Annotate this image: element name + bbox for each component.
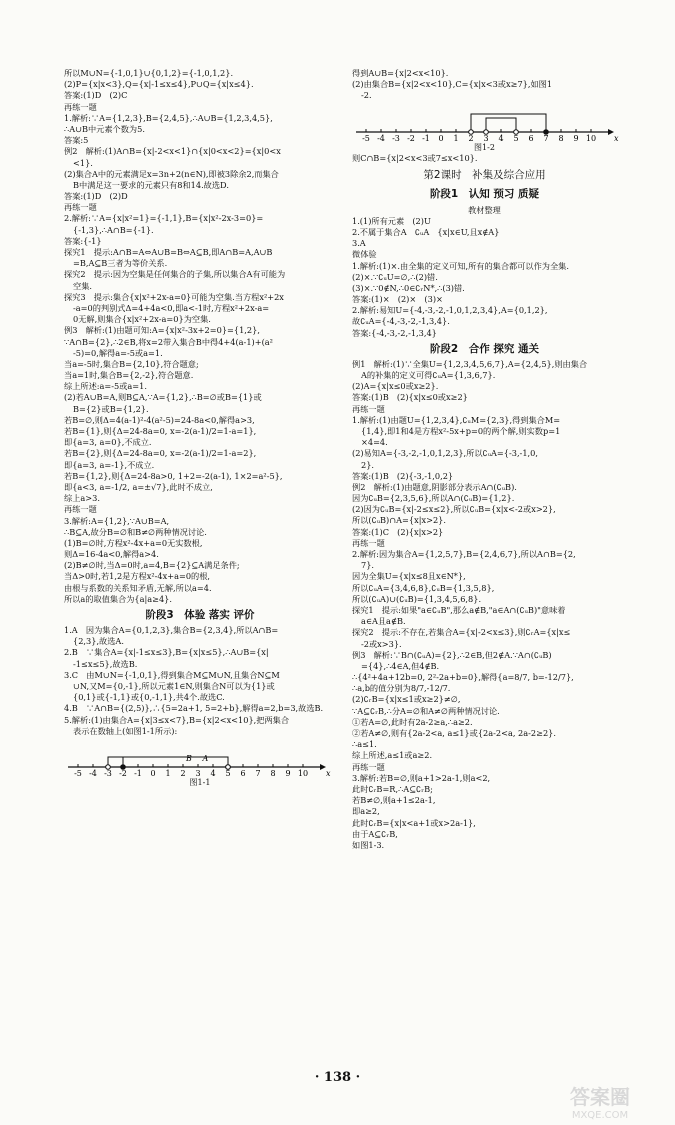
text-line: 2.解析:因为集合A={1,2,5,7},B={2,4,6,7},所以A∩B={2,: [352, 549, 576, 559]
text-line: <1}.: [73, 157, 93, 168]
text-line: =B,A⊆B三者为等价关系.: [73, 258, 168, 269]
text-line: 例3 解析:(1)由题可知:A={x|x²-3x+2=0}={1,2},: [64, 325, 260, 336]
text-line: 综上所述:a=-5或a=1.: [64, 381, 147, 392]
text-line: {0,1}或{-1,1}或{0,-1,1},共4个.故选C.: [73, 692, 225, 703]
text-line: 例3 解析:∵B∩(∁ᵤA)={2},∴2∈B,但2∉A.∵A∩(∁ᵤB): [352, 649, 552, 660]
text-line: 5.解析:(1)由集合A={x|3≤x<7},B={x|2<x<10},把两集合: [64, 714, 290, 725]
tick-label: 6: [240, 768, 246, 778]
text-line: -2或x>3}.: [361, 638, 402, 649]
text-line: A的补集的定义可得∁ᵤA={1,3,6,7}.: [361, 370, 496, 380]
text-line: ∴a≤1.: [352, 739, 377, 750]
tick-label: 3: [195, 768, 201, 778]
text-line: 3.A: [352, 238, 366, 249]
text-line: 探究1 提示:A∩B=A⇔A∪B=B⇔A⊆B,即A∩B=A,A∪B: [64, 247, 273, 257]
text-line: 得到A∪B={x|2<x<10}.: [352, 68, 449, 78]
tick-label: -1: [422, 133, 430, 143]
text-line: (2)因为∁ᵤB={x|-2≤x≤2},所以∁ᵤB={x|x<-2或x>2},: [352, 504, 556, 515]
tick-label: 4: [498, 133, 504, 143]
interval-endpoint: [514, 129, 519, 134]
text-line: ∴a,b的值分别为8/7,-12/7.: [352, 683, 451, 694]
section-heading: 阶段2 合作 探究 通关: [429, 342, 540, 355]
tick-label: 4: [210, 768, 216, 778]
tick-label: -2: [119, 768, 127, 778]
text-line: 1.A 因为集合A={0,1,2,3},集合B={2,3,4},所以A∩B=: [64, 625, 279, 635]
text-line: ∴A∪B中元素个数为5.: [64, 123, 145, 134]
text-line: 如图1-3.: [352, 839, 385, 850]
text-line: -2.: [361, 90, 372, 101]
text-line: 0无解,则集合{x|x²+2x-a=0}为空集.: [73, 314, 211, 325]
text-line: ∵A∩B={2},∴2∈B,将x=2带入集合B中得4+4(a-1)+(a²: [64, 336, 273, 347]
text-line: 2.不属于集合A ∁ᵤA {x|x∈U,且x∉A}: [352, 226, 500, 237]
watermark-logo: [530, 1080, 670, 1122]
text-line: 所以(∁ᵤA)∪(∁ᵤB)={1,3,4,5,6,8}.: [352, 593, 482, 604]
text-line: 答案:{-4,-3,-2,-1,3,4}: [352, 327, 437, 338]
tick-label: 8: [270, 768, 276, 778]
tick-label: 3: [483, 133, 489, 143]
text-line: 因为∁ᵤB={2,3,5,6},所以A∩(∁ᵤB)={1,2}.: [352, 493, 515, 504]
text-line: 空集.: [73, 280, 92, 291]
interval-endpoint: [226, 765, 231, 770]
text-line: ∪N,又M={0,-1},所以元素1∈N,则集合N可以为{1}或: [73, 680, 275, 691]
text-line: 当Δ>0时,若1,2是方程x²-4x+a=0的根,: [64, 571, 211, 582]
text-line: 则Δ=16-4a<0,解得a>4.: [64, 549, 159, 560]
text-line: 若B={1,2},则{Δ=24-8a>0, 1+2=-2(a-1), 1×2=a²-5},: [64, 470, 283, 481]
text-line: (2)若A∪B=A,则B⊆A,∵A={1,2},∴B=∅或B={1}或: [64, 392, 262, 403]
text-line: ∵A⊆∁ᵣB,∴分A=∅和A≠∅两种情况讨论.: [352, 705, 500, 716]
tick-label: 0: [150, 768, 156, 778]
text-line: 4.B ∵A∩B={(2,5)},∴{5=2a+1, 5=2+b},解得a=2,b=3,故选B.: [64, 703, 324, 714]
text-line: 即{a=3, a=0},不成立.: [64, 437, 152, 448]
text-line: ∴{4²+4a+12b=0, 2²-2a+b=0},解得{a=8/7, b=-12/7},: [352, 672, 574, 683]
section-heading: 阶段1 认知 预习 质疑: [429, 187, 540, 200]
text-line: (3)×.∵0∉N,∴0∈∁ᵣN*,∴(3)错.: [352, 282, 465, 293]
text-line: 所以(∁ᵤB)∩A={x|x>2}.: [352, 515, 446, 526]
tick-label: -4: [377, 133, 385, 143]
text-line: 2.解析:∵A={x|x²=1}={-1,1},B={x|x²-2x-3=0}=: [64, 213, 264, 224]
tick-label: 1: [453, 133, 459, 143]
text-line: 此时∁ᵣB=R,∴A⊆∁ᵣB;: [352, 783, 433, 794]
tick-label: 10: [585, 133, 597, 143]
text-line: 因为全集U={x|x≤8且x∈N*},: [352, 571, 466, 582]
text-line: 3.解析:A={1,2},∵A∪B=A,: [64, 515, 170, 526]
text-line: 由于A⊆∁ᵣB,: [352, 828, 398, 839]
set-letter: B: [186, 753, 192, 763]
text-line: 探究2 提示:不存在,若集合A={x|-2<x≤3},则∁ᵣA={x|x≤: [352, 627, 571, 638]
text-line: 即a≥2,: [352, 806, 380, 817]
number-line-figure-1-1: [64, 737, 329, 777]
text-line: 所以∁ᵤA={3,4,6,8},∁ᵤB={1,3,5,8},: [352, 582, 495, 593]
text-line: (2)∁ᵣB={x|x≤1或x≥2}≠∅,: [352, 694, 461, 705]
tick-label: 2: [468, 133, 474, 143]
tick-label: -5: [362, 133, 370, 143]
svg-text:答案圈: 答案圈: [570, 1085, 630, 1109]
text-line: {-1,3},∴A∩B={-1}.: [73, 224, 154, 235]
axis-label: x: [614, 133, 619, 143]
text-line: 1.(1)所有元素 (2)U: [352, 215, 431, 226]
text-line: (2)由集合B={x|2<x<10},C={x|x<3或x≥7},如图1: [352, 79, 553, 90]
text-line: 例2 解析:(1)A∩B={x|-2<x<1}∩{x|0<x<2}={x|0<x: [64, 146, 281, 157]
text-line: -a=0的判别式Δ=4+4a<0,即a<-1时,方程x²+2x-a=: [73, 302, 270, 313]
section-heading: 阶段3 体验 落实 评价: [145, 609, 255, 621]
text-line: (2)B≠∅时,当Δ=0时,a=4,B={2}⊆A满足条件;: [64, 560, 240, 571]
tick-label: 0: [438, 133, 444, 143]
text-line: 答案:(1)D (2)D: [64, 191, 128, 202]
text-line: 此时∁ᵣB={x|x<a+1或x>2a-1},: [352, 817, 476, 828]
text-line: 3.C 由M∪N={-1,0,1},得到集合M⊆M∪N,且集合N⊆M: [64, 669, 280, 680]
text-line: 2}.: [361, 459, 375, 470]
tick-label: -4: [89, 768, 97, 778]
set-letter: A: [202, 753, 209, 763]
text-line: (2)P={x|x<3},Q={x|-1≤x≤4},P∪Q={x|x≤4}.: [64, 79, 254, 90]
tick-label: 5: [225, 768, 231, 778]
text-line: 若B≠∅,则a+1≤2a-1,: [352, 795, 436, 806]
text-line: 3.解析:若B=∅,则a+1>2a-1,则a<2,: [352, 772, 491, 783]
text-line: 再练一题: [352, 537, 385, 548]
tick-label: -3: [104, 768, 112, 778]
tick-label: 6: [528, 133, 534, 143]
text-line: 所以a的取值集合为{a|a≥4}.: [64, 593, 172, 604]
tick-label: -1: [134, 768, 142, 778]
text-line: {1,4},即1和4是方程x²-5x+p=0的两个解,则实数p=1: [361, 425, 561, 436]
text-line: ×4=4.: [361, 437, 388, 448]
text-line: 答案:5: [64, 135, 89, 146]
text-line: ={4},∴4∈A,但4∉B.: [361, 660, 440, 671]
tick-label: 7: [543, 133, 549, 143]
page-number: · 138 ·: [314, 1070, 361, 1085]
text-line: B中满足这一要求的元素只有8和14.故选D.: [73, 179, 229, 190]
text-line: 若B=∅,则Δ=4(a-1)²-4(a²-5)=24-8a<0,解得a>3,: [64, 414, 255, 425]
text-line: 答案:(1)× (2)× (3)×: [352, 294, 443, 305]
text-line: ∴B⊆A,故分B=∅和B≠∅两种情况讨论.: [64, 526, 207, 537]
text-line: 再练一题: [64, 504, 97, 515]
text-line: (2)易知A={-3,-2,-1,0,1,2,3},所以∁ᵤA={-3,-1,0,: [352, 448, 538, 459]
text-line: ②若A≠∅,则有{2a-2<a, a≤1}或{2a-2<a, 2a-2≥2}.: [352, 728, 556, 738]
text-line: 故∁ᵤA={-4,-3,-2,-1,3,4}.: [352, 316, 450, 327]
text-line: 答案:(1)B (2){x|x≤0或x≥2}: [352, 392, 468, 403]
text-line: 探究3 提示:集合{x|x²+2x-a=0}可能为空集.当方程x²+2x: [64, 291, 284, 302]
text-line: 7}.: [361, 560, 375, 571]
text-line: 综上所述,a≤1或a≥2.: [352, 750, 433, 761]
text-line: 答案:(1)C (2){x|x>2}: [352, 526, 444, 537]
text-line: (2)×.∵∁ᵤU=∅,∴(2)错.: [352, 271, 438, 282]
text-line: (2)集合A中的元素满足x=3n+2(n∈N),即被3除余2,而集合: [64, 168, 279, 179]
number-line-figure-1-2: [352, 102, 617, 142]
text-line: 再练一题: [352, 403, 385, 414]
text-line: 1.解析:(1)由题U={1,2,3,4},∁ᵤM={2,3},得到集合M=: [352, 414, 561, 425]
text-line: {2,3},故选A.: [73, 636, 124, 647]
text-line: 探究2 提示:因为空集是任何集合的子集,所以集合A有可能为: [64, 269, 286, 280]
subsection-label: 教材整理: [468, 204, 501, 215]
tick-label: 9: [285, 768, 291, 778]
text-line: 再练一题: [64, 101, 97, 112]
text-line: 答案:(1)D (2)C: [64, 90, 128, 101]
svg-text:MXQE.COM: MXQE.COM: [571, 1110, 629, 1121]
interval-bracket: [123, 757, 228, 767]
left-column: [64, 68, 336, 788]
text-line: 例1 解析:(1)∵全集U={1,2,3,4,5,6,7},A={2,4,5},则由集合: [352, 358, 588, 369]
lesson-heading: 第2课时 补集及综合应用: [423, 168, 546, 181]
tick-label: -5: [74, 768, 82, 778]
text-line: a∈A且a∉B.: [361, 616, 406, 627]
text-line: 例2 解析:(1)由题意,阴影部分表示A∩(∁ᵤB).: [352, 481, 517, 492]
text-line: 2.解析:易知U={-4,-3,-2,-1,0,1,2,3,4},A={0,1,2},: [352, 305, 548, 316]
text-line: 答案:{-1}: [64, 235, 102, 246]
tick-label: -3: [392, 133, 400, 143]
text-line: 所以M∪N={-1,0,1}∪{0,1,2}={-1,0,1,2}.: [64, 68, 234, 78]
right-column: [352, 68, 617, 851]
text-line: 综上a>3.: [64, 493, 100, 504]
interval-endpoint: [544, 129, 549, 134]
text-line: ①若A=∅,此时有2a-2≥a,∴a≥2.: [352, 716, 473, 727]
text-line: 当a=-5时,集合B={2,10},符合题意;: [64, 358, 199, 369]
text-line: 由根与系数的关系知矛盾,无解,所以a=4.: [64, 582, 212, 593]
tick-label: 9: [573, 133, 579, 143]
tick-label: 5: [513, 133, 519, 143]
interval-endpoint: [484, 129, 489, 134]
axis-label: x: [326, 768, 331, 778]
tick-label: 7: [255, 768, 261, 778]
text-line: 再练一题: [64, 202, 97, 213]
text-line: (2)A={x|x≤0或x≥2}.: [352, 381, 439, 392]
tick-label: 1: [165, 768, 171, 778]
interval-endpoint: [106, 765, 111, 770]
text-line: 探究1 提示:如果"a∈∁ᵤB",那么a∉B,"a∈A∩(∁ᵤB)"意味着: [352, 604, 566, 615]
text-line: 当a=1时,集合B={2,-2},符合题意.: [64, 370, 194, 381]
text-line: 即{a=3, a=-1},不成立.: [64, 459, 155, 470]
text-line: 1.解析:∵A={1,2,3},B={2,4,5},∴A∪B={1,2,3,4,5},: [64, 112, 273, 123]
text-line: 1.解析:(1)×.由全集的定义可知,所有的集合都可以作为全集.: [352, 260, 569, 271]
text-line: 则C∩B={x|2<x<3或7≤x<10}.: [352, 152, 478, 163]
figure-caption: 图1-2: [474, 142, 495, 152]
text-line: 若B={2},则{Δ=24-8a=0, x=-2(a-1)/2=1-a=2},: [64, 448, 257, 459]
interval-bracket: [471, 114, 546, 132]
text-line: B={2}或B={1,2}.: [73, 403, 149, 414]
text-line: 微体验: [352, 249, 377, 260]
text-line: 答案:(1)B (2){-3,-1,0,2}: [352, 470, 454, 481]
figure-caption: 图1-1: [189, 777, 211, 787]
tick-label: -2: [407, 133, 415, 143]
text-line: 表示在数轴上(如图1-1所示):: [73, 725, 178, 736]
text-line: -5)=0,解得a=-5或a=1.: [73, 347, 163, 358]
text-line: -1≤x≤5},故选B.: [73, 658, 138, 669]
tick-label: 8: [558, 133, 564, 143]
text-line: (1)B=∅时,方程x²-4x+a=0无实数根,: [64, 537, 203, 548]
text-line: 2.B ∵集合A={x|-1≤x≤3},B={x|x≤5},∴A∪B={x|: [64, 647, 269, 658]
text-line: 若B={1},则{Δ=24-8a=0, x=-2(a-1)/2=1-a=1},: [64, 426, 257, 436]
tick-label: 10: [297, 768, 309, 778]
tick-label: 2: [180, 768, 186, 778]
text-line: 再练一题: [352, 761, 385, 772]
text-line: 即{a<3, a=-1/2, a=±√7},此时不成立,: [64, 481, 213, 492]
interval-endpoint: [469, 129, 474, 134]
interval-endpoint: [121, 765, 126, 770]
